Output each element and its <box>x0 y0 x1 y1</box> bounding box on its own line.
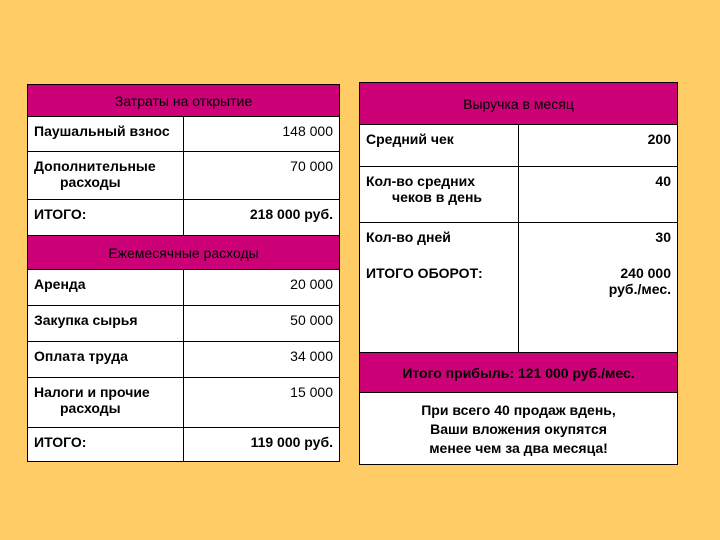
row-label <box>360 223 519 353</box>
days-label: Кол-во дней <box>366 229 451 245</box>
table-row-combined <box>360 223 678 353</box>
table-row <box>28 117 340 152</box>
turnover-unit: руб./мес. <box>608 281 671 297</box>
table-row <box>360 125 678 167</box>
monthly-header: Ежемесячные расходы <box>28 236 340 270</box>
row-value: 20 000 <box>184 270 340 306</box>
revenue-table <box>359 82 678 465</box>
table-row <box>28 270 340 306</box>
row-value: 218 000 руб. <box>184 200 340 236</box>
table-row <box>360 167 678 223</box>
note-line: Ваши вложения окупятся <box>430 421 607 437</box>
row-label-line1: Налоги и прочие <box>34 384 150 400</box>
row-label-line1: Кол-во средних <box>366 173 476 189</box>
row-label: ИТОГО: <box>28 200 184 236</box>
startup-header: Затраты на открытие <box>28 85 340 117</box>
days-value: 30 <box>655 229 671 245</box>
note-line: менее чем за два месяца! <box>429 440 608 456</box>
table-row <box>28 152 340 200</box>
note-row <box>360 393 678 465</box>
table-row-total <box>28 428 340 462</box>
row-label <box>28 152 184 200</box>
table-row <box>28 378 340 428</box>
table-row <box>28 342 340 378</box>
table-row-total <box>28 200 340 236</box>
row-label <box>28 378 184 428</box>
payback-note <box>360 393 678 465</box>
note-line: При всего 40 продаж вдень, <box>421 402 616 418</box>
turnover-label: ИТОГО ОБОРОТ: <box>366 265 483 281</box>
profit-row <box>360 353 678 393</box>
row-label: ИТОГО: <box>28 428 184 462</box>
row-label: Средний чек <box>360 125 519 167</box>
revenue-header: Выручка в месяц <box>360 83 678 125</box>
row-value: 70 000 <box>184 152 340 200</box>
row-label-line2: чеков в день <box>392 189 483 205</box>
row-value: 15 000 <box>184 378 340 428</box>
row-label: Аренда <box>28 270 184 306</box>
expenses-table <box>27 84 340 462</box>
startup-header-row <box>28 85 340 117</box>
turnover-value: 240 000 <box>620 265 671 281</box>
table-row <box>28 306 340 342</box>
row-label <box>360 167 519 223</box>
row-value: 200 <box>519 125 678 167</box>
row-label: Оплата труда <box>28 342 184 378</box>
row-value: 50 000 <box>184 306 340 342</box>
row-label-line1: Дополнительные <box>34 158 156 174</box>
row-label-line2: расходы <box>60 174 121 190</box>
row-label: Закупка сырья <box>28 306 184 342</box>
row-value <box>519 223 678 353</box>
monthly-header-row <box>28 236 340 270</box>
row-label-line2: расходы <box>60 400 121 416</box>
row-value: 34 000 <box>184 342 340 378</box>
row-value: 119 000 руб. <box>184 428 340 462</box>
revenue-header-row <box>360 83 678 125</box>
row-label: Паушальный взнос <box>28 117 184 152</box>
row-value: 148 000 <box>184 117 340 152</box>
row-value: 40 <box>519 167 678 223</box>
profit-summary: Итого прибыль: 121 000 руб./мес. <box>360 353 678 393</box>
